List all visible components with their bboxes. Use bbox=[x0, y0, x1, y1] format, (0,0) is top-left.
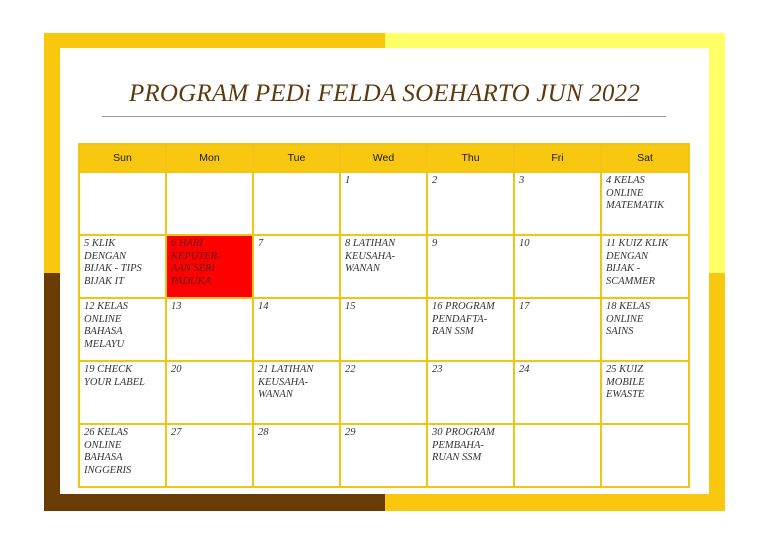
calendar-day-cell bbox=[427, 424, 514, 487]
weekday-header-row bbox=[79, 144, 689, 172]
calendar-day-cell bbox=[166, 361, 253, 424]
day-entry-text: 27 bbox=[171, 427, 182, 438]
calendar-day-cell bbox=[514, 172, 601, 235]
calendar-day-cell bbox=[79, 424, 166, 487]
calendar-day-cell bbox=[514, 424, 601, 487]
calendar-day-cell bbox=[166, 424, 253, 487]
calendar-page bbox=[60, 48, 709, 494]
weekday-header: Tue bbox=[253, 144, 340, 172]
calendar-week-row bbox=[79, 298, 689, 361]
weekday-header: Wed bbox=[340, 144, 427, 172]
day-entry-text: 18 KELAS ONLINE SAINS bbox=[606, 301, 651, 337]
calendar-day-cell bbox=[340, 298, 427, 361]
day-entry-text: 13 bbox=[171, 301, 182, 312]
day-entry-text: 10 bbox=[519, 238, 530, 249]
calendar-week-row bbox=[79, 172, 689, 235]
calendar-grid bbox=[78, 143, 690, 488]
day-entry-text: 20 bbox=[171, 364, 182, 375]
calendar-day-cell bbox=[427, 361, 514, 424]
day-entry-text: 11 KUIZ KLIK DENGAN BIJAK - SCAMMER bbox=[606, 238, 669, 287]
day-entry-text: 22 bbox=[345, 364, 356, 375]
day-entry-text: 21 LATIHAN KEUSAHA- WANAN bbox=[258, 364, 314, 400]
calendar-week-row bbox=[79, 361, 689, 424]
calendar-day-cell bbox=[601, 361, 689, 424]
calendar-day-cell bbox=[514, 361, 601, 424]
day-entry-text: 5 KLIK DENGAN BIJAK - TIPS BIJAK IT bbox=[84, 238, 142, 287]
day-entry-text: 1 bbox=[345, 175, 351, 186]
day-entry-text: 9 bbox=[432, 238, 438, 249]
calendar-day-cell bbox=[253, 298, 340, 361]
day-entry-text: 12 KELAS ONLINE BAHASA MELAYU bbox=[84, 301, 129, 350]
calendar-day-cell bbox=[340, 361, 427, 424]
calendar-day-cell bbox=[427, 235, 514, 298]
weekday-header: Mon bbox=[166, 144, 253, 172]
calendar-day-cell bbox=[79, 235, 166, 298]
calendar-week-row bbox=[79, 424, 689, 487]
calendar-day-cell bbox=[427, 172, 514, 235]
calendar-day-cell bbox=[601, 424, 689, 487]
calendar-day-cell bbox=[601, 235, 689, 298]
calendar-day-cell bbox=[514, 298, 601, 361]
title-underline bbox=[102, 116, 666, 117]
calendar-day-cell bbox=[79, 172, 166, 235]
calendar-day-cell bbox=[340, 172, 427, 235]
day-entry-text: 15 bbox=[345, 301, 356, 312]
calendar-day-cell bbox=[253, 172, 340, 235]
calendar-day-cell bbox=[166, 298, 253, 361]
day-entry-text: 19 CHECK YOUR LABEL bbox=[84, 364, 145, 388]
day-entry-text: 2 bbox=[432, 175, 438, 186]
day-entry-text: 8 LATIHAN KEUSAHA- WANAN bbox=[345, 238, 396, 274]
calendar-day-cell bbox=[427, 298, 514, 361]
day-entry-text: 24 bbox=[519, 364, 530, 375]
day-entry-text: 28 bbox=[258, 427, 269, 438]
day-entry-text: 30 PROGRAM PEMBAHA- RUAN SSM bbox=[432, 427, 495, 463]
calendar-day-cell bbox=[79, 298, 166, 361]
weekday-header: Fri bbox=[514, 144, 601, 172]
weekday-header: Sun bbox=[79, 144, 166, 172]
calendar-day-cell bbox=[166, 235, 253, 298]
day-entry-text: 23 bbox=[432, 364, 443, 375]
day-entry-text: 6 HARI KEPUTER- AAN SERI PADUKA bbox=[171, 238, 221, 287]
weekday-header: Sat bbox=[601, 144, 689, 172]
day-entry-text: 7 bbox=[258, 238, 264, 249]
day-entry-text: 29 bbox=[345, 427, 356, 438]
calendar-day-cell bbox=[340, 235, 427, 298]
day-entry-text: 25 KUIZ MOBILE EWASTE bbox=[606, 364, 645, 400]
calendar-day-cell bbox=[253, 235, 340, 298]
weekday-header: Thu bbox=[427, 144, 514, 172]
day-entry-text: 26 KELAS ONLINE BAHASA INGGERIS bbox=[84, 427, 132, 476]
day-entry-text: 14 bbox=[258, 301, 269, 312]
day-entry-text: 3 bbox=[519, 175, 525, 186]
calendar-day-cell bbox=[253, 361, 340, 424]
day-entry-text: 4 KELAS ONLINE MATEMATIK bbox=[606, 175, 665, 211]
calendar-day-cell bbox=[166, 172, 253, 235]
day-entry-text: 17 bbox=[519, 301, 530, 312]
calendar-day-cell bbox=[340, 424, 427, 487]
day-entry-text: 16 PROGRAM PENDAFTA- RAN SSM bbox=[432, 301, 495, 337]
calendar-day-cell bbox=[514, 235, 601, 298]
calendar-day-cell bbox=[253, 424, 340, 487]
calendar-day-cell bbox=[601, 172, 689, 235]
calendar-day-cell bbox=[79, 361, 166, 424]
calendar-day-cell bbox=[601, 298, 689, 361]
calendar-week-row bbox=[79, 235, 689, 298]
page-title: PROGRAM PEDi FELDA SOEHARTO JUN 2022 bbox=[128, 80, 641, 107]
